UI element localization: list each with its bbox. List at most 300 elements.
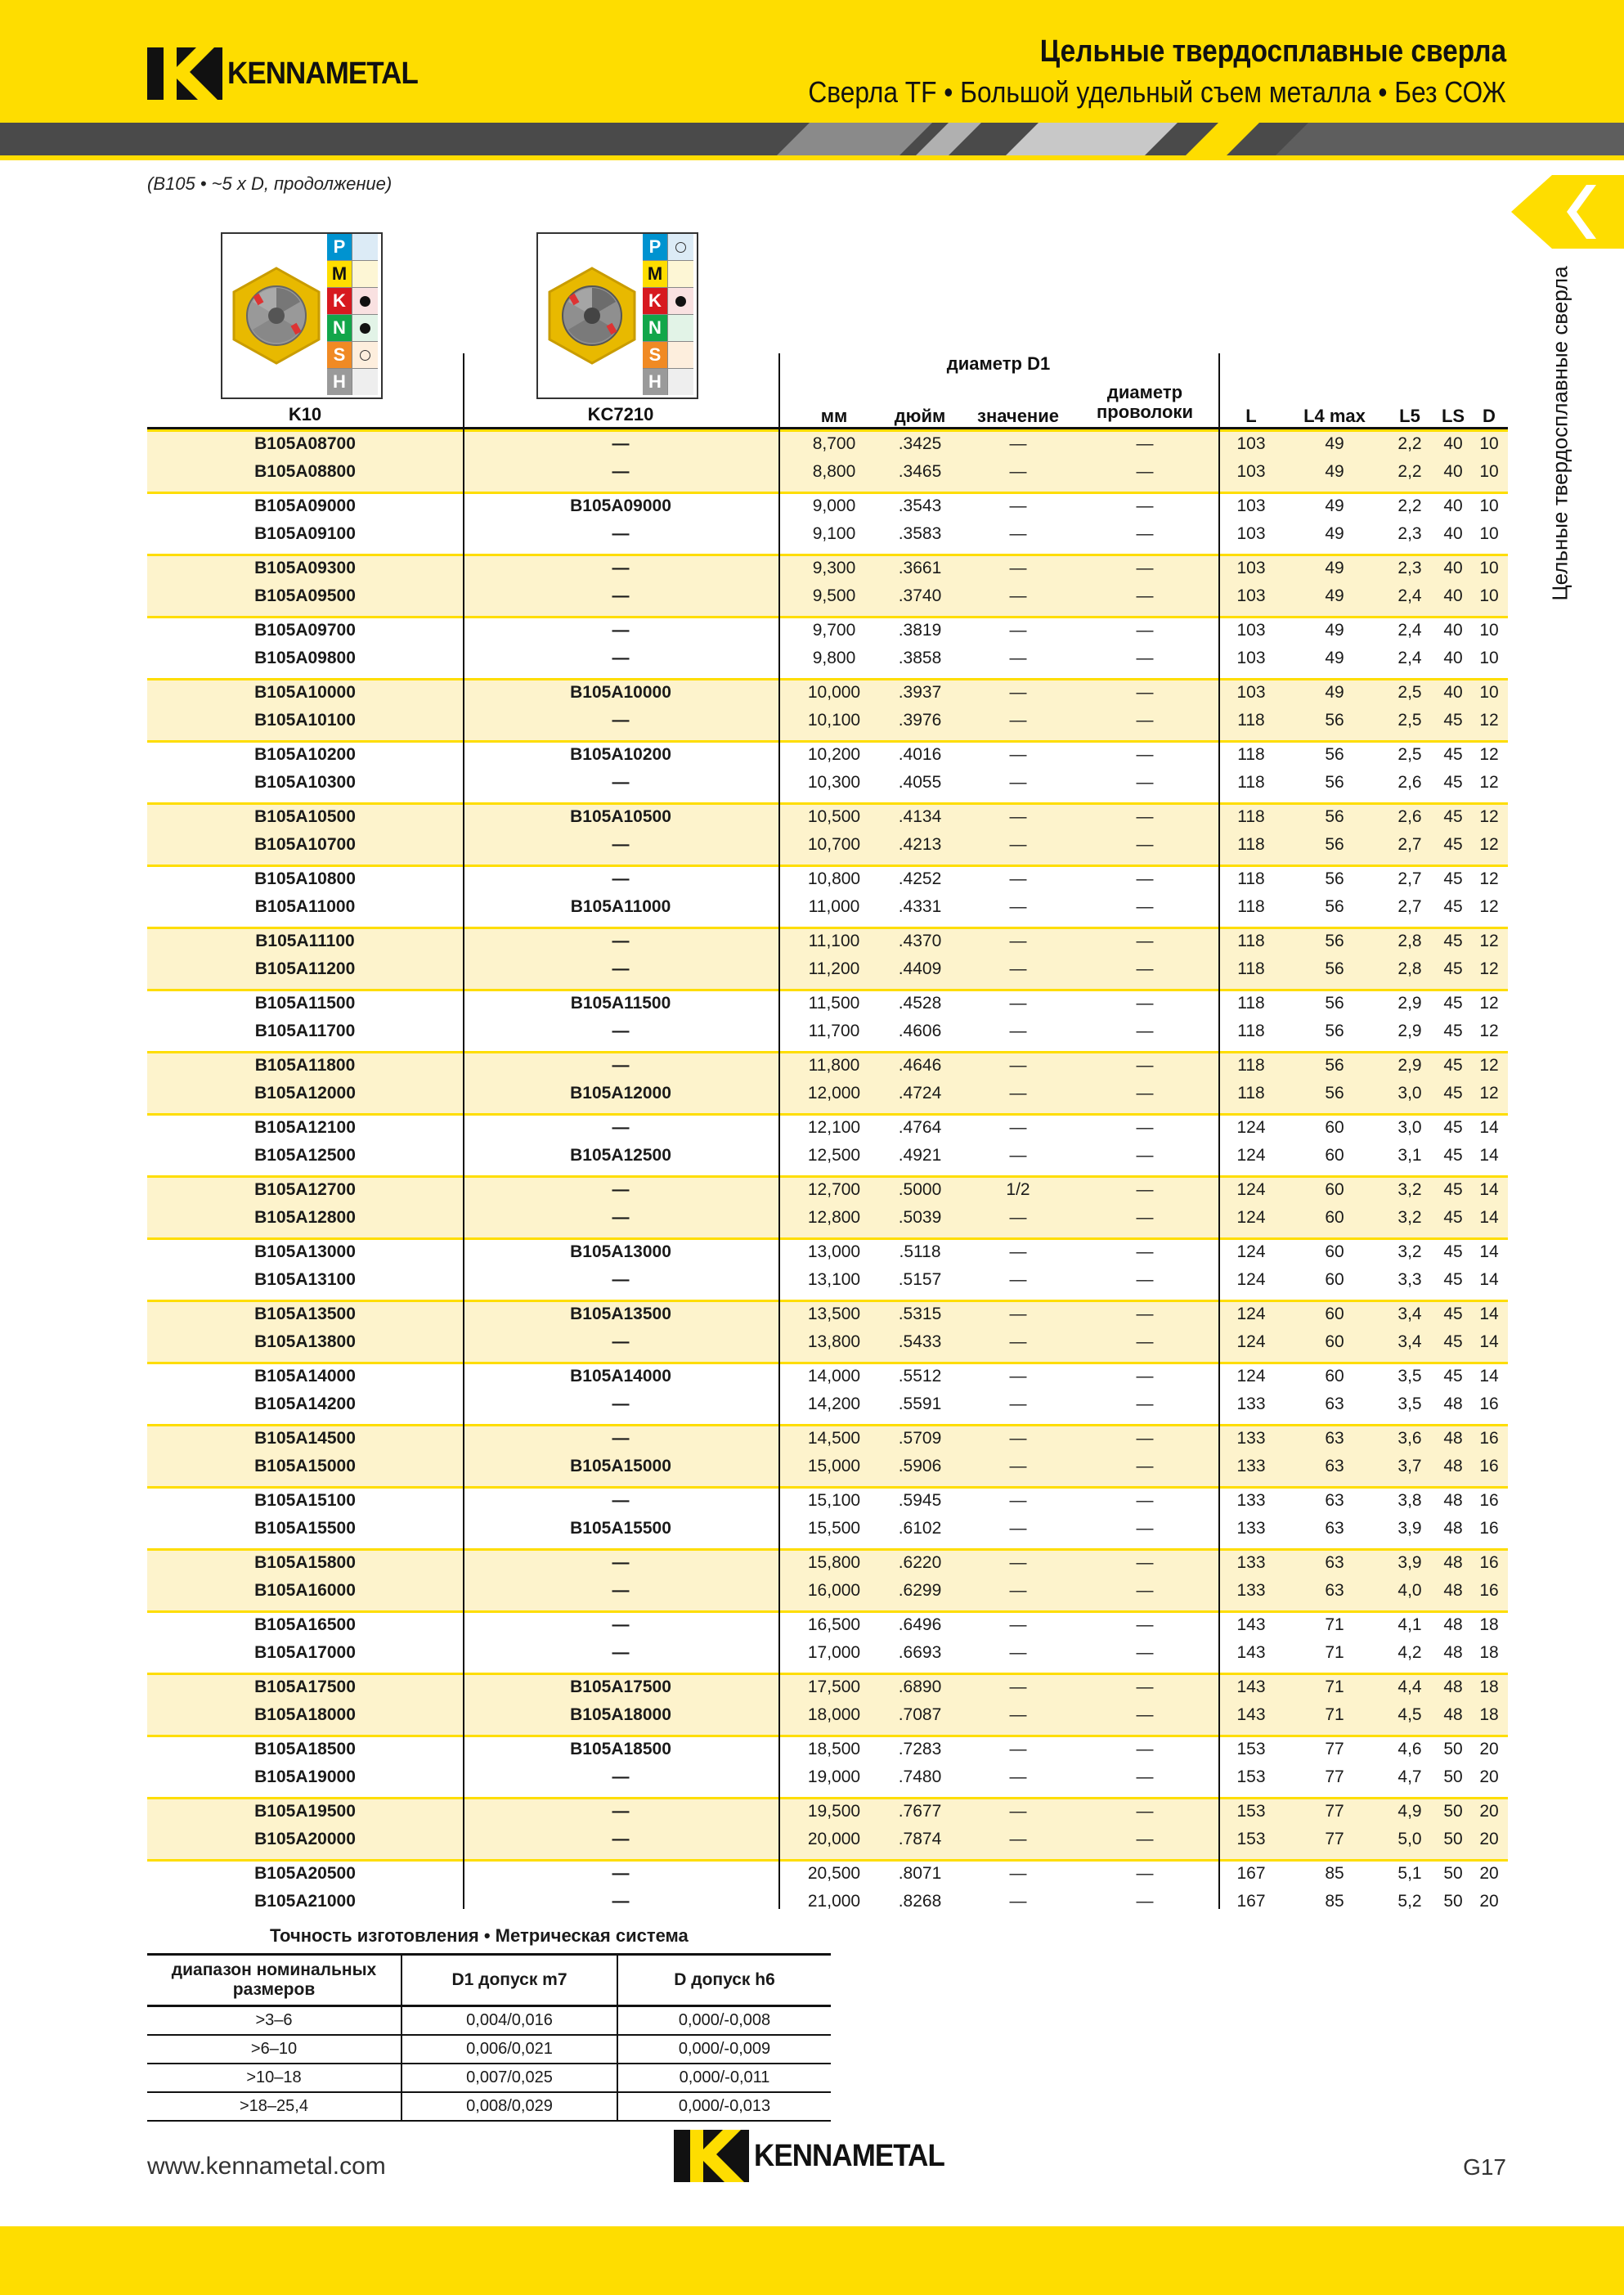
table-cell: 103 <box>1236 434 1266 453</box>
part-number-kc7210: — <box>612 586 630 606</box>
table-cell: 133 <box>1236 1519 1266 1538</box>
drill-tip-icon <box>546 267 638 365</box>
table-cell: 124 <box>1236 1367 1266 1386</box>
table-cell: 77 <box>1325 1830 1344 1849</box>
table-cell: .3740 <box>898 586 942 606</box>
table-cell: 118 <box>1237 773 1265 793</box>
column-divider <box>778 353 780 1909</box>
table-cell: 133 <box>1236 1395 1266 1414</box>
table-cell: 2,8 <box>1397 932 1422 950</box>
iso-material-chart: P M K N S H <box>327 234 378 395</box>
table-cell: 45 <box>1443 1208 1463 1228</box>
table-cell: 48 <box>1443 1581 1463 1601</box>
table-cell: 12,000 <box>807 1084 861 1103</box>
suitability-dot-icon <box>360 296 370 307</box>
table-cell: 14,200 <box>807 1395 861 1414</box>
col-header-l4: L4 max <box>1303 406 1366 426</box>
table-cell: .7480 <box>898 1767 942 1787</box>
part-number-kc7210: — <box>612 1581 630 1601</box>
part-number-k10: B105A11800 <box>254 1056 356 1075</box>
table-cell: 12,700 <box>807 1180 861 1199</box>
table-cell: 21,000 <box>807 1892 861 1911</box>
table-cell: 56 <box>1325 994 1344 1013</box>
table-cell: — <box>1136 1615 1154 1634</box>
table-cell: 45 <box>1443 1270 1463 1290</box>
table-cell: 3,3 <box>1397 1270 1422 1290</box>
table-cell: 63 <box>1325 1457 1344 1476</box>
table-cell: 2,4 <box>1397 621 1422 640</box>
table-cell: 10,800 <box>807 869 861 888</box>
part-number-kc7210: — <box>612 1395 630 1414</box>
table-cell: — <box>1136 1022 1154 1041</box>
table-cell: 10 <box>1479 434 1499 453</box>
table-cell: 63 <box>1325 1581 1344 1601</box>
table-cell: — <box>1136 1146 1154 1165</box>
table-cell: — <box>1136 869 1154 888</box>
table-cell: 56 <box>1325 1084 1344 1103</box>
table-cell: .4921 <box>898 1146 942 1165</box>
table-cell: — <box>1136 1705 1154 1725</box>
table-cell: — <box>1009 1519 1027 1538</box>
table-cell: 4,9 <box>1397 1802 1422 1821</box>
part-number-kc7210: B105A10000 <box>570 683 671 702</box>
table-cell: 13,500 <box>807 1305 861 1323</box>
part-number-k10: B105A11500 <box>254 994 356 1013</box>
table-cell: 56 <box>1325 1056 1344 1075</box>
part-number-k10: B105A09500 <box>254 586 356 606</box>
table-cell: 124 <box>1236 1332 1266 1352</box>
table-cell: .7874 <box>898 1830 942 1849</box>
table-cell: 40 <box>1443 559 1463 577</box>
col-header-wire: диаметр проволоки <box>1097 382 1193 422</box>
table-cell: 49 <box>1325 649 1344 668</box>
table-cell: 124 <box>1236 1305 1266 1323</box>
tol-header-d1: D1 допуск m7 <box>402 1955 617 2006</box>
part-number-k10: B105A12500 <box>254 1146 356 1165</box>
part-number-k10: B105A15000 <box>254 1457 356 1476</box>
table-cell: — <box>1136 1643 1154 1663</box>
table-cell: — <box>1009 1892 1027 1911</box>
table-cell: .3937 <box>898 683 942 702</box>
col-header-value: значение <box>977 406 1059 426</box>
tol-cell: 0,008/0,029 <box>402 2092 617 2121</box>
table-cell: 11,800 <box>808 1056 860 1075</box>
table-cell: 49 <box>1325 683 1344 702</box>
table-cell: 63 <box>1325 1553 1344 1572</box>
table-cell: 16 <box>1479 1491 1499 1510</box>
part-number-k10: B105A15800 <box>254 1553 356 1572</box>
table-cell: 8,700 <box>812 434 856 453</box>
table-cell: 15,800 <box>807 1553 861 1572</box>
table-cell: .6102 <box>898 1519 942 1538</box>
table-cell: 60 <box>1325 1118 1344 1137</box>
part-number-kc7210: B105A11000 <box>570 897 671 917</box>
table-cell: — <box>1009 1242 1027 1261</box>
table-cell: — <box>1009 1491 1027 1510</box>
table-cell: 14 <box>1479 1146 1499 1165</box>
table-cell: 12,500 <box>807 1146 861 1165</box>
table-cell: — <box>1009 683 1027 702</box>
table-cell: — <box>1136 559 1154 577</box>
table-cell: 124 <box>1236 1208 1266 1228</box>
table-cell: 40 <box>1443 496 1463 515</box>
table-cell: — <box>1009 1208 1027 1228</box>
table-cell: .3543 <box>898 496 942 515</box>
table-cell: — <box>1009 462 1027 482</box>
table-cell: 2,9 <box>1397 1056 1422 1075</box>
table-cell: 5,1 <box>1397 1864 1422 1883</box>
part-number-k10: B105A10100 <box>254 711 356 730</box>
table-cell: — <box>1009 1740 1027 1758</box>
table-cell: 10 <box>1479 621 1499 640</box>
table-cell: 45 <box>1443 897 1463 917</box>
part-number-k10: B105A13800 <box>254 1332 356 1352</box>
table-cell: 9,000 <box>812 496 856 515</box>
table-cell: 10 <box>1479 683 1499 702</box>
table-cell: 49 <box>1325 496 1344 515</box>
part-number-kc7210: B105A09000 <box>570 496 671 515</box>
suitability-circle-icon <box>360 350 370 361</box>
tolerance-table <box>147 1953 831 2122</box>
part-number-k10: B105A14200 <box>254 1395 356 1414</box>
suitability-dot-icon <box>675 296 686 307</box>
table-cell: — <box>1009 1118 1027 1137</box>
table-cell: .5157 <box>898 1270 942 1290</box>
table-cell: 12,100 <box>807 1118 861 1137</box>
table-cell: — <box>1009 1429 1027 1448</box>
table-cell: — <box>1136 1457 1154 1476</box>
table-cell: 49 <box>1325 586 1344 606</box>
table-cell: 63 <box>1325 1491 1344 1510</box>
section-chevron-icon <box>1511 175 1624 249</box>
part-number-kc7210: — <box>612 835 630 855</box>
side-tab-label <box>1544 266 1577 601</box>
table-cell: .4409 <box>898 959 942 979</box>
kennametal-k-icon <box>674 2130 749 2182</box>
brand-wordmark: KENNAMETAL <box>754 2138 944 2173</box>
col-header-inch: дюйм <box>894 406 946 426</box>
table-cell: — <box>1009 1581 1027 1601</box>
tol-cell: >6–10 <box>147 2035 402 2064</box>
table-cell: 9,500 <box>812 586 856 606</box>
table-cell: 49 <box>1325 462 1344 482</box>
table-cell: 12 <box>1479 932 1499 950</box>
part-number-kc7210: — <box>612 1180 630 1199</box>
col-header-l: L <box>1245 406 1257 426</box>
table-cell: .6220 <box>898 1553 942 1572</box>
part-number-kc7210: B105A14000 <box>570 1367 671 1386</box>
table-cell: 14 <box>1479 1180 1499 1199</box>
table-cell: 11,500 <box>808 994 860 1013</box>
part-number-k10: B105A09100 <box>254 524 356 544</box>
table-cell: 48 <box>1443 1677 1463 1696</box>
table-cell: — <box>1009 1615 1027 1634</box>
table-cell: 60 <box>1325 1332 1344 1352</box>
table-cell: .5591 <box>898 1395 942 1414</box>
table-cell: 3,0 <box>1397 1118 1422 1137</box>
table-cell: 2,7 <box>1397 835 1422 855</box>
table-cell: 133 <box>1236 1429 1266 1448</box>
table-cell: 5,2 <box>1397 1892 1422 1911</box>
table-cell: 17,500 <box>807 1677 861 1696</box>
table-cell: .4724 <box>898 1084 942 1103</box>
table-cell: 56 <box>1325 932 1344 950</box>
footer-bar <box>0 2226 1624 2295</box>
table-cell: 48 <box>1443 1429 1463 1448</box>
header-stripe <box>0 123 1624 155</box>
brand-logo-bottom <box>674 2130 961 2182</box>
table-cell: — <box>1136 1767 1154 1787</box>
table-cell: 14 <box>1479 1242 1499 1261</box>
table-cell: .7283 <box>898 1740 942 1758</box>
table-cell: 118 <box>1237 711 1265 730</box>
table-cell: — <box>1009 773 1027 793</box>
table-cell: 12 <box>1479 773 1499 793</box>
table-cell: — <box>1136 524 1154 544</box>
table-cell: 10 <box>1479 462 1499 482</box>
table-cell: — <box>1136 1056 1154 1075</box>
footer-url[interactable]: www.kennametal.com <box>147 2153 386 2180</box>
table-cell: 85 <box>1325 1892 1344 1911</box>
table-cell: 167 <box>1236 1892 1266 1911</box>
table-cell: 124 <box>1236 1180 1266 1199</box>
table-cell: 45 <box>1443 1242 1463 1261</box>
table-cell: — <box>1009 1705 1027 1725</box>
tol-header-range: диапазон номинальных размеров <box>147 1955 402 2006</box>
part-number-kc7210: B105A18000 <box>570 1705 671 1725</box>
grade-card-kc7210 <box>536 232 698 399</box>
table-cell: 60 <box>1325 1146 1344 1165</box>
table-cell: 2,7 <box>1397 897 1422 917</box>
part-number-kc7210: — <box>612 524 630 544</box>
table-cell: 3,4 <box>1397 1305 1422 1323</box>
table-cell: 103 <box>1236 621 1266 640</box>
table-cell: 77 <box>1325 1767 1344 1787</box>
table-cell: — <box>1136 994 1154 1013</box>
table-cell: 49 <box>1325 434 1344 453</box>
table-cell: 60 <box>1325 1305 1344 1323</box>
table-cell: 50 <box>1443 1767 1463 1787</box>
iso-material-chart: P M K N S H <box>643 234 693 395</box>
table-cell: — <box>1136 1208 1154 1228</box>
table-cell: — <box>1009 994 1027 1013</box>
part-number-kc7210: B105A18500 <box>570 1740 671 1758</box>
table-cell: 12 <box>1479 807 1499 826</box>
table-cell: 9,100 <box>812 524 856 544</box>
table-cell: 118 <box>1237 807 1265 826</box>
table-cell: 3,2 <box>1397 1180 1422 1199</box>
part-number-kc7210: — <box>612 869 630 888</box>
col-header-kc7210: KC7210 <box>587 404 654 424</box>
part-number-kc7210: — <box>612 1864 630 1883</box>
table-cell: 14 <box>1479 1208 1499 1228</box>
tolerance-title: Точность изготовления • Метрическая система <box>270 1925 689 1946</box>
table-cell: 48 <box>1443 1457 1463 1476</box>
table-cell: 63 <box>1325 1429 1344 1448</box>
table-cell: — <box>1009 496 1027 515</box>
table-cell: 3,6 <box>1397 1429 1422 1448</box>
table-cell: 16,500 <box>807 1615 861 1634</box>
table-cell: — <box>1009 1332 1027 1352</box>
table-cell: 71 <box>1325 1615 1344 1634</box>
table-cell: 10,300 <box>807 773 861 793</box>
part-number-k10: B105A09700 <box>254 621 356 640</box>
table-cell: 49 <box>1325 524 1344 544</box>
part-number-k10: B105A19500 <box>254 1802 356 1821</box>
table-cell: 3,9 <box>1397 1519 1422 1538</box>
table-cell: 124 <box>1236 1270 1266 1290</box>
page-number: G17 <box>1463 2154 1506 2180</box>
table-cell: 15,000 <box>807 1457 861 1476</box>
table-cell: 13,000 <box>807 1242 861 1261</box>
table-cell: — <box>1009 745 1027 764</box>
table-cell: 143 <box>1236 1705 1266 1725</box>
table-cell: — <box>1136 1491 1154 1510</box>
table-cell: .5512 <box>898 1367 942 1386</box>
part-number-k10: B105A20000 <box>254 1830 356 1849</box>
table-cell: 12 <box>1479 994 1499 1013</box>
table-cell: 56 <box>1325 959 1344 979</box>
table-cell: .6496 <box>898 1615 942 1634</box>
table-cell: 49 <box>1325 621 1344 640</box>
table-cell: 12 <box>1479 959 1499 979</box>
part-number-kc7210: B105A13000 <box>570 1242 671 1261</box>
table-cell: .3425 <box>898 434 942 453</box>
part-number-kc7210: B105A11500 <box>570 994 671 1013</box>
part-number-k10: B105A12700 <box>254 1180 356 1199</box>
table-cell: 15,500 <box>807 1519 861 1538</box>
table-cell: — <box>1136 1677 1154 1696</box>
table-cell: 60 <box>1325 1270 1344 1290</box>
table-cell: 118 <box>1237 897 1265 917</box>
table-cell: .3583 <box>898 524 942 544</box>
part-number-kc7210: B105A15000 <box>570 1457 671 1476</box>
table-cell: 18 <box>1479 1705 1499 1725</box>
table-cell: — <box>1136 1242 1154 1261</box>
table-cell: 3,8 <box>1397 1491 1422 1510</box>
table-cell: 2,5 <box>1397 745 1422 764</box>
table-row <box>147 2064 831 2092</box>
table-cell: — <box>1136 711 1154 730</box>
table-cell: 45 <box>1443 711 1463 730</box>
table-cell: .5039 <box>898 1208 942 1228</box>
table-cell: 45 <box>1443 994 1463 1013</box>
table-cell: 2,8 <box>1397 959 1422 979</box>
tol-header-d: D допуск h6 <box>617 1955 831 2006</box>
table-cell: — <box>1009 1677 1027 1696</box>
brand-wordmark: KENNAMETAL <box>227 56 418 91</box>
table-cell: 18 <box>1479 1677 1499 1696</box>
table-cell: .3465 <box>898 462 942 482</box>
table-cell: — <box>1009 1553 1027 1572</box>
table-cell: 45 <box>1443 1146 1463 1165</box>
table-cell: .3858 <box>898 649 942 668</box>
part-number-k10: B105A21000 <box>254 1892 356 1911</box>
table-cell: 118 <box>1237 994 1265 1013</box>
kennametal-k-icon <box>147 47 222 100</box>
tol-cell: 0,000/-0,011 <box>617 2064 831 2092</box>
part-number-kc7210: — <box>612 1429 630 1448</box>
part-number-k10: B105A16000 <box>254 1581 356 1601</box>
table-cell: 153 <box>1236 1830 1266 1849</box>
part-number-kc7210: — <box>612 1208 630 1228</box>
part-number-k10: B105A17500 <box>254 1677 356 1696</box>
col-group-d1: диаметр D1 <box>946 353 1051 374</box>
table-cell: 118 <box>1237 745 1265 764</box>
table-cell: — <box>1136 1581 1154 1601</box>
table-cell: — <box>1136 745 1154 764</box>
part-number-kc7210: B105A10200 <box>570 745 671 764</box>
table-cell: — <box>1009 959 1027 979</box>
table-cell: .5118 <box>899 1242 941 1261</box>
part-number-kc7210: — <box>612 1553 630 1572</box>
table-cell: 40 <box>1443 434 1463 453</box>
table-cell: 103 <box>1236 559 1266 577</box>
table-cell: 2,6 <box>1397 807 1422 826</box>
table-cell: .4331 <box>898 897 942 917</box>
part-number-k10: B105A13000 <box>254 1242 356 1261</box>
table-cell: 17,000 <box>807 1643 861 1663</box>
table-cell: 118 <box>1237 869 1265 888</box>
table-cell: 4,5 <box>1397 1705 1422 1725</box>
table-cell: 45 <box>1443 835 1463 855</box>
table-cell: — <box>1136 959 1154 979</box>
table-cell: 18 <box>1479 1615 1499 1634</box>
table-cell: 2,6 <box>1397 773 1422 793</box>
table-cell: 50 <box>1443 1864 1463 1883</box>
brand-logo-top <box>147 47 434 100</box>
table-cell: — <box>1136 1332 1154 1352</box>
table-cell: — <box>1136 649 1154 668</box>
table-cell: .5709 <box>898 1429 942 1448</box>
table-cell: — <box>1009 1367 1027 1386</box>
table-cell: 71 <box>1325 1677 1344 1696</box>
table-cell: 10,000 <box>807 683 861 702</box>
table-cell: 133 <box>1236 1581 1266 1601</box>
table-cell: 45 <box>1443 745 1463 764</box>
table-cell: 12 <box>1479 745 1499 764</box>
table-cell: 20 <box>1479 1740 1499 1758</box>
table-cell: .8071 <box>898 1864 942 1883</box>
table-cell: 16,000 <box>807 1581 861 1601</box>
table-cell: 2,2 <box>1397 496 1422 515</box>
table-cell: 14 <box>1479 1367 1499 1386</box>
part-number-kc7210: B105A12500 <box>570 1146 671 1165</box>
part-number-k10: B105A10700 <box>254 835 356 855</box>
table-cell: — <box>1009 1056 1027 1075</box>
table-cell: .7087 <box>898 1705 942 1725</box>
part-number-kc7210: — <box>612 1830 630 1849</box>
table-cell: — <box>1136 773 1154 793</box>
table-cell: — <box>1136 683 1154 702</box>
part-number-k10: B105A14500 <box>254 1429 356 1448</box>
table-cell: 2,5 <box>1397 683 1422 702</box>
table-cell: — <box>1009 649 1027 668</box>
header-underline <box>0 155 1624 160</box>
part-number-k10: B105A09800 <box>254 649 356 668</box>
table-cell: — <box>1009 1146 1027 1165</box>
table-cell: — <box>1009 932 1027 950</box>
table-cell: 9,300 <box>812 559 856 577</box>
part-number-kc7210: B105A12000 <box>570 1084 671 1103</box>
table-cell: 19,500 <box>807 1802 861 1821</box>
table-cell: 124 <box>1236 1242 1266 1261</box>
part-number-k10: B105A09000 <box>254 496 356 515</box>
table-cell: 3,5 <box>1397 1367 1422 1386</box>
table-cell: — <box>1009 869 1027 888</box>
table-cell: 40 <box>1443 462 1463 482</box>
table-cell: 16 <box>1479 1429 1499 1448</box>
